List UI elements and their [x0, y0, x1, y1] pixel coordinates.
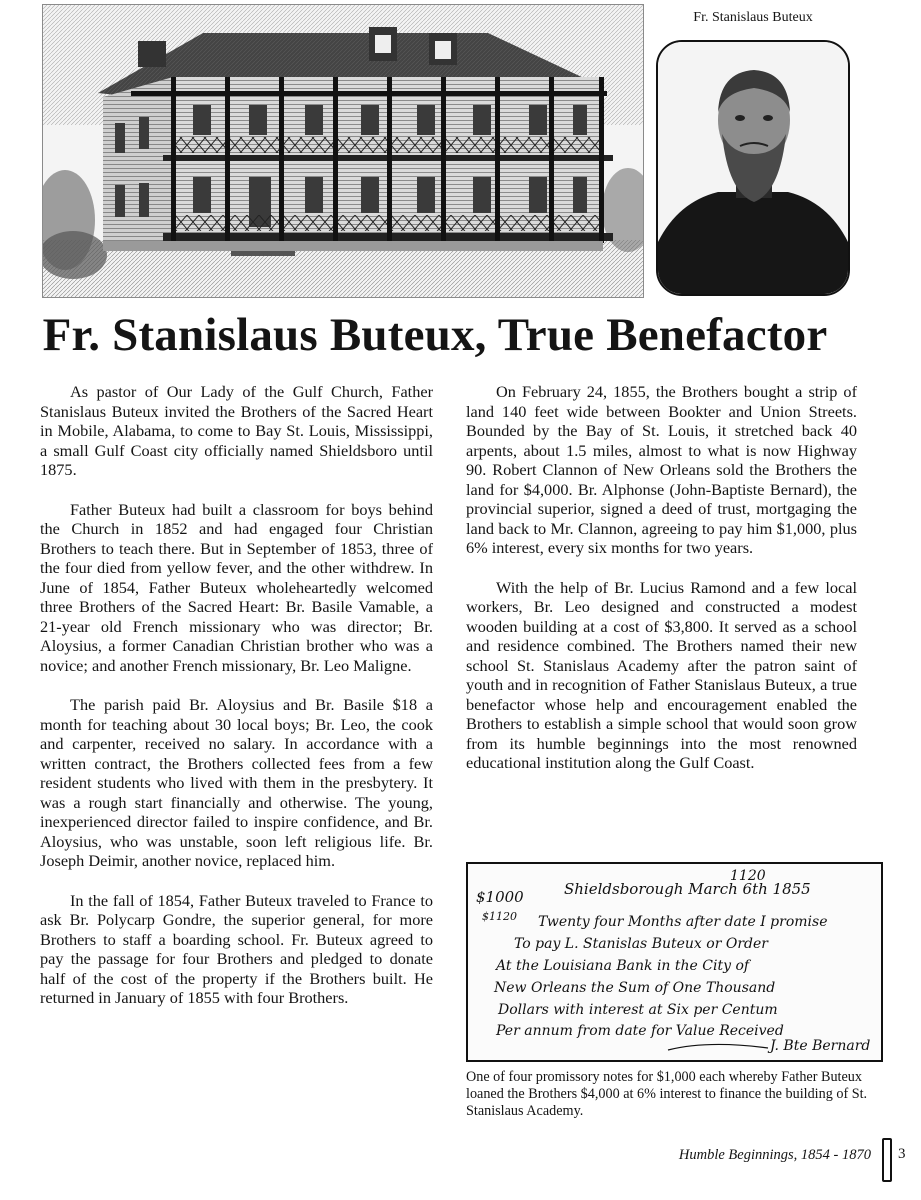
note-line: New Orleans the Sum of One Thousand: [494, 980, 776, 996]
promissory-note-handwriting: [468, 864, 881, 1060]
portrait-photo: [656, 40, 850, 296]
page-marker: [882, 1138, 892, 1182]
note-amount: $1000: [476, 888, 524, 906]
portrait-caption: Fr. Stanislaus Buteux: [693, 10, 813, 25]
running-footer: Humble Beginnings, 1854 - 1870: [678, 1147, 871, 1163]
note-line: To pay L. Stanislas Buteux or Order: [514, 936, 768, 952]
academy-building-illustration: [42, 4, 644, 298]
paragraph: In the fall of 1854, Father Buteux traveled to France to ask Br. Polycarp Gondre, the superior general, for more Brothers to staff a boarding school. Fr. Buteux agreed to pay the passage for four Brothers and pledged to donate half of the cost of the property if the Brothers built. He returned in January of 1855 with four Brothers.: [40, 890, 433, 1007]
academy-building-drawing: [43, 5, 643, 297]
note-line: Shieldsborough March 6th 1855: [564, 880, 811, 898]
note-caption: One of four promissory notes for $1,000 each whereby Father Buteux loaned the Brothers $4,000 at 6% interest to finance the building of St. Stanislaus Academy.: [466, 1069, 868, 1119]
right-column: [466, 382, 857, 793]
article-headline: Fr. Stanislaus Buteux, True Benefactor: [42, 309, 828, 361]
paragraph: Father Buteux had built a classroom for boys behind the Church in 1852 and had engaged four Christian Brothers to teach there. But in September of 1853, three of the four died from yellow fever, and the other withdrew. In June of 1854, Father Buteux wholeheartedly welcomed three Brothers of the Sacred Heart: Br. Basile Vamable, a 21-year old French missionary who was director; Br. Aloysius, a former Canadian Christian brother who was a novice; and another French missionary, Br. Leo Maligne.: [40, 499, 433, 675]
paragraph: On February 24, 1855, the Brothers bought a strip of land 140 feet wide between Bookter and Union Streets. Bounded by the Bay of St. Louis, it stretched back 40 arpents, about 1.5 miles, almost to what is now Highway 90. Robert Clannon of New Orleans sold the Brothers the land for $4,000. Br. Alphonse (John-Baptiste Bernard), the provincial superior, signed a deed of trust, mortgaging the land back to Mr. Clannon, agreeing to pay him $1,000, plus 6% interest, every six months for two years.: [466, 382, 857, 557]
paragraph: With the help of Br. Lucius Ramond and a few local workers, Br. Leo designed and constructed a modest wooden building at a cost of $3,800. It served as a school and residence combined. The Brothers named their new school St. Stanislaus Academy after the patron saint of youth and in recognition of Father Stanislaus Buteux, a true benefactor whose help and encouragement enabled the Brothers to establish a simple school that would soon grow from its humble beginnings into the most renowned educational institution along the Gulf Coast.: [466, 577, 857, 772]
note-signature: J. Bte Bernard: [770, 1038, 871, 1054]
left-column: [40, 382, 433, 1028]
page-number: 3: [898, 1146, 906, 1162]
note-line: Twenty four Months after date I promise: [538, 914, 828, 930]
note-amount-below: $1120: [482, 910, 517, 923]
note-line: At the Louisiana Bank in the City of: [496, 958, 750, 974]
note-line: Dollars with interest at Six per Centum: [498, 1002, 778, 1018]
note-top-number: 1120: [730, 868, 766, 884]
portrait-figure: [658, 42, 848, 294]
paragraph: The parish paid Br. Aloysius and Br. Basile $18 a month for teaching about 30 local boys; Br. Leo, the cook and carpenter, received no salary. In accordance with a written contract, the Brothers collected fees from a few resident students who lived with them in the presbytery. It was a rough start financially and otherwise. The young, inexperienced director failed to inspire confidence, and Br. Aloysius, who was unstable, soon left religious life. Br. Joseph Deimir, another novice, replaced him.: [40, 695, 433, 870]
note-line: Per annum from date for Value Received: [496, 1023, 784, 1039]
paragraph: As pastor of Our Lady of the Gulf Church, Father Stanislaus Buteux invited the Brothers of the Sacred Heart in Mobile, Alabama, to come to Bay St. Louis, Mississippi, a small Gulf Coast city officially named Shieldsboro until 1875.: [40, 382, 433, 479]
promissory-note-image: [466, 862, 883, 1062]
